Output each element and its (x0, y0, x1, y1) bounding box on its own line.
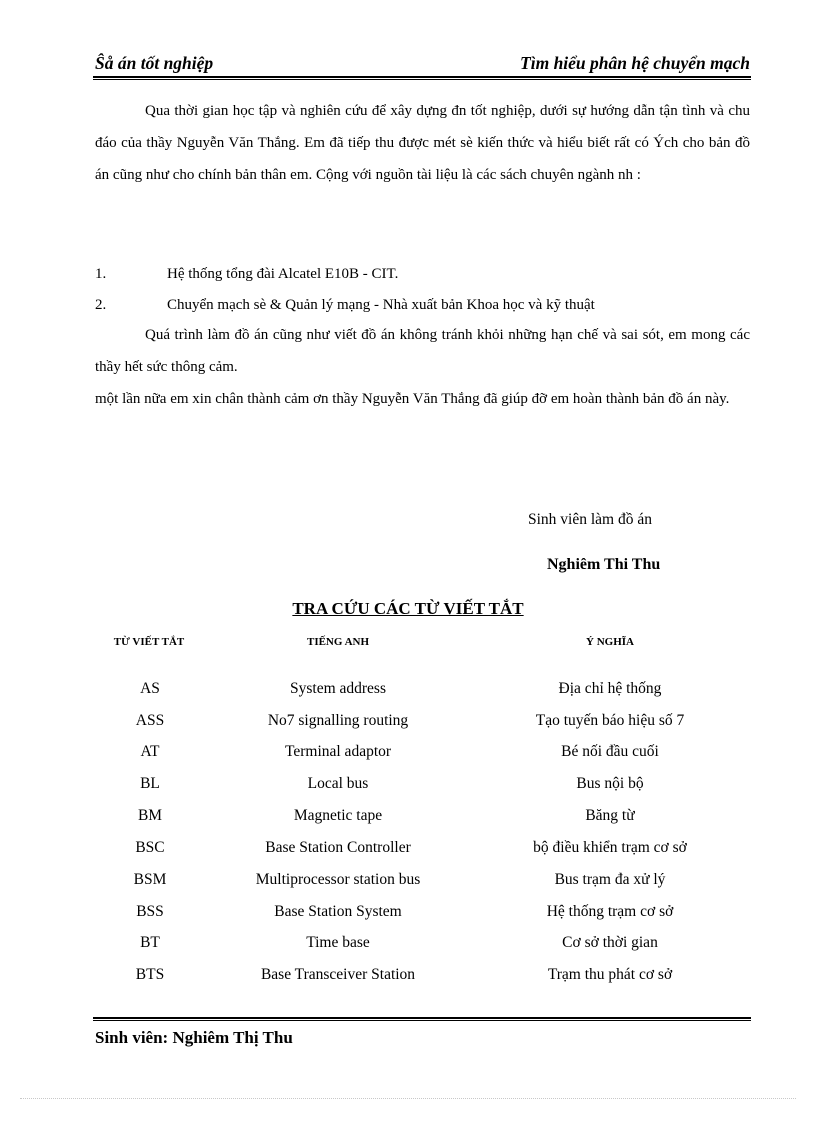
abbrev-cell: BT (140, 934, 160, 951)
english-cell: Magnetic tape (293, 807, 383, 824)
table-row (0, 805, 816, 837)
english-cell: Terminal adaptor (284, 743, 392, 760)
meaning-cell: Bus trạm đa xử lý (554, 871, 666, 888)
meaning-cell: Băng từ (585, 807, 635, 824)
header-rule (93, 76, 751, 80)
english-cell: No7 signalling routing (267, 712, 409, 729)
thanks-paragraph: một lần nữa em xin chân thành cảm ơn thầy Nguyễn Văn Thắng đã giúp đỡ em hoàn thành bản đồ án này. (95, 391, 730, 407)
table-row (0, 837, 816, 869)
footer-student-name: Sinh viên: Nghiêm Thị Thu (95, 1028, 293, 1047)
table-row (0, 678, 816, 710)
meaning-cell: bộ điều khiển trạm cơ sở (533, 839, 687, 856)
reference-text: Hệ thống tổng đài Alcatel E10B - CIT. (167, 266, 399, 282)
reference-text: Chuyển mạch sè & Quản lý mạng - Nhà xuất bản Khoa học và kỹ thuật (167, 297, 595, 313)
meaning-cell: Bé nối đầu cuối (561, 743, 659, 760)
intro-paragraph: Qua thời gian học tập và nghiên cứu để xây dựng đn tốt nghiệp, dưới sự hướng dẫn tận tình và chu đáo của thầy Nguyễn Văn Thắng. Em đã tiếp thu được mét sè kiến thức và hiểu biết rất có Ých cho bản đồ án cũng như cho chính bản thân em. Cộng với nguồn tài liệu là các sách chuyên ngành nh : (95, 103, 750, 183)
english-cell: Multiprocessor station bus (255, 871, 421, 888)
english-cell: Time base (306, 934, 370, 951)
abbrev-cell: AT (140, 743, 160, 760)
table-row (0, 932, 816, 964)
footer-rule (93, 1017, 751, 1021)
english-cell: Base Transceiver Station (260, 966, 416, 983)
page-header (95, 52, 750, 74)
table-row (0, 773, 816, 805)
meaning-cell: Cơ sở thời gian (562, 934, 658, 951)
abbrev-cell: AS (140, 680, 160, 697)
reference-number: 2. (95, 297, 107, 313)
abbrev-cell: BL (140, 775, 160, 792)
table-row (0, 741, 816, 773)
signature-name: Nghiêm Thi Thu (547, 556, 661, 573)
table-row (0, 869, 816, 901)
signature-role: Sinh viên làm đồ án (528, 511, 652, 528)
meaning-cell: Hệ thống trạm cơ sở (546, 903, 674, 920)
abbreviation-title: TRA CỨU CÁC TỪ VIẾT TẮT (292, 599, 524, 618)
abbrev-cell: BSM (133, 871, 167, 888)
meaning-cell: Trạm thu phát cơ sở (547, 966, 673, 983)
english-cell: Base Station Controller (265, 839, 411, 856)
page-bottom-divider (20, 1098, 796, 1099)
closing-paragraph: Quá trình làm đồ án cũng như viết đồ án không tránh khỏi những hạn chế và sai sót, em mong các thầy hết sức thông cảm. (95, 327, 750, 375)
abbrev-cell: ASS (135, 712, 165, 729)
column-header-english: TIẾNG ANH (306, 636, 370, 648)
abbrev-cell: BSS (136, 903, 164, 920)
abbrev-cell: BM (137, 807, 163, 824)
column-header-meaning: Ý NGHĨA (586, 636, 634, 648)
meaning-cell: Địa chỉ hệ thống (558, 680, 662, 697)
english-cell: Local bus (307, 775, 369, 792)
english-cell: Base Station System (274, 903, 402, 920)
meaning-cell: Bus nội bộ (576, 775, 644, 792)
abbrev-cell: BTS (135, 966, 165, 983)
meaning-cell: Tạo tuyến báo hiệu số 7 (535, 712, 685, 729)
header-thesis-label: Ŝå án tốt nghiệp (95, 53, 214, 73)
reference-number: 1. (95, 266, 107, 282)
table-row (0, 710, 816, 742)
english-cell: System address (289, 680, 387, 697)
header-topic-label: Tìm hiểu phân hệ chuyển mạch (520, 53, 750, 73)
column-header-abbrev: TỪ VIẾT TẮT (113, 636, 185, 648)
table-row (0, 901, 816, 933)
abbrev-cell: BSC (135, 839, 165, 856)
table-row (0, 964, 816, 996)
